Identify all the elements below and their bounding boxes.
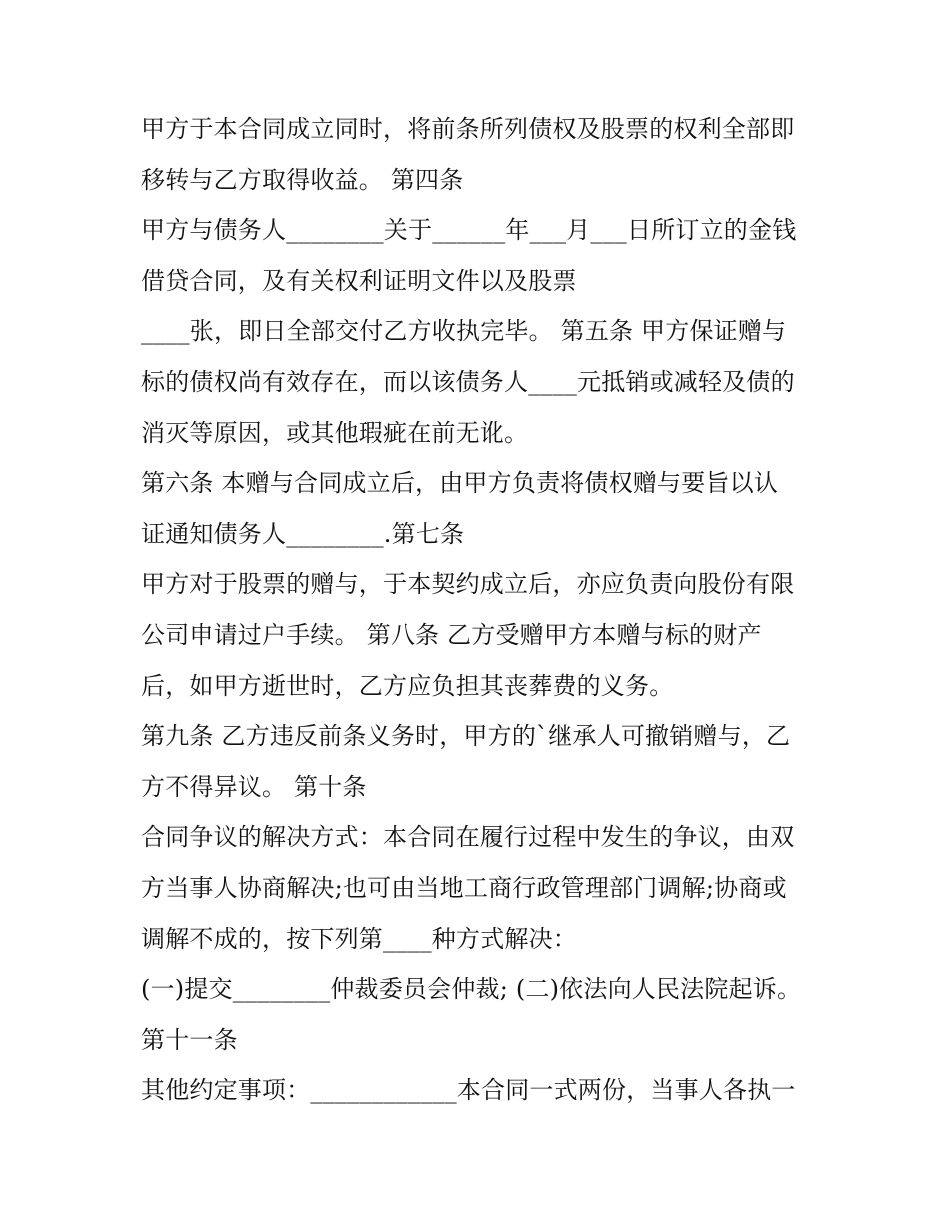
text-line: 消灭等原因，或其他瑕疵在前无讹。 <box>141 418 529 447</box>
text-line: 公司申请过户手续。 第八条 乙方受赠甲方本赠与标的财产 <box>141 620 762 649</box>
text-line: 标的债权尚有效存在，而以该债务人____元抵销或减轻及债的 <box>141 367 795 396</box>
text-line: 移转与乙方取得收益。 第四条 <box>141 165 464 194</box>
text-line: 其他约定事项：____________本合同一式两份，当事人各执一 <box>141 1076 796 1105</box>
text-line: ____张，即日全部交付乙方收执完毕。 第五条 甲方保证赠与 <box>141 317 787 346</box>
text-line: 第六条 本赠与合同成立后，由甲方负责将债权赠与要旨以认 <box>141 469 779 498</box>
text-line: 甲方与债务人________关于______年___月___日所订立的金钱 <box>141 216 797 245</box>
text-line: 调解不成的，按下列第____种方式解决： <box>141 924 577 953</box>
text-line: 甲方对于股票的赠与，于本契约成立后，亦应负责向股份有限 <box>141 570 795 599</box>
text-line: (一)提交________仲裁委员会仲裁; (二)依法向人民法院起诉。 <box>141 975 802 1004</box>
text-line: 第九条 乙方违反前条义务时，甲方的`继承人可撤销赠与，乙 <box>141 722 791 751</box>
text-line: 后，如甲方逝世时，乙方应负担其丧葬费的义务。 <box>141 671 674 700</box>
text-line: 第十一条 <box>141 1025 238 1054</box>
text-line: 方不得异议。 第十条 <box>141 772 367 801</box>
text-line: 甲方于本合同成立同时，将前条所列债权及股票的权利全部即 <box>141 115 795 143</box>
text-line: 证通知债务人________.第七条 <box>141 519 465 548</box>
text-line: 合同争议的解决方式：本合同在履行过程中发生的争议，由双 <box>141 823 795 852</box>
text-line: 借贷合同，及有关权利证明文件以及股票 <box>141 266 577 295</box>
text-line: 方当事人协商解决;也可由当地工商行政管理部门调解;协商或 <box>141 873 787 902</box>
contract-body <box>141 104 821 1116</box>
